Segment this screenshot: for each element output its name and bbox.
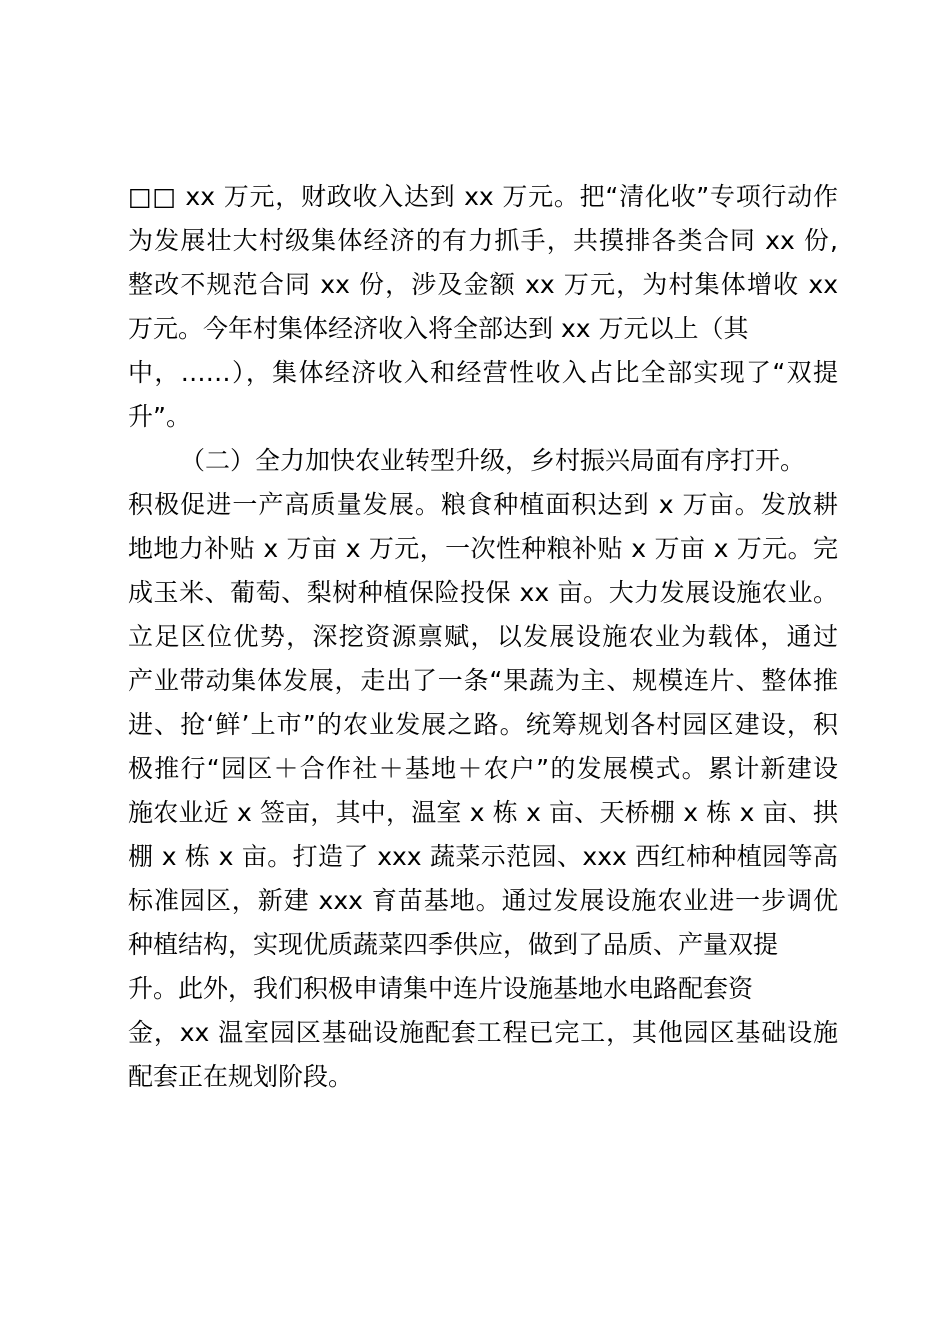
paragraph-2 bbox=[128, 439, 838, 1099]
text-line: 种植结构，实现优质蔬菜四季供应，做到了品质、产量双提 bbox=[128, 930, 779, 959]
text-line: 升。此外，我们积极申请集中连片设施基地水电路配套资 bbox=[128, 974, 754, 1003]
text-line: 配套正在规划阶段。 bbox=[128, 1062, 354, 1091]
text-line: 极推行“园区＋合作社＋基地＋农户”的发展模式。累计新建设 bbox=[128, 754, 838, 783]
text-line: 立足区位优势，深挖资源禀赋，以发展设施农业为载体，通过 bbox=[128, 622, 838, 651]
document-body bbox=[128, 175, 838, 1099]
text-line: 棚 x 栋 x 亩。打造了 xxx 蔬菜示范园、xxx 西红柿种植园等高 bbox=[128, 842, 838, 871]
text-line: 积极促进一产高质量发展。粮食种植面积达到 x 万亩。发放耕 bbox=[128, 490, 838, 519]
text-line: 施农业近 x 签亩，其中，温室 x 栋 x 亩、天桥棚 x 栋 x 亩、拱 bbox=[128, 798, 838, 827]
text-line: 标准园区，新建 xxx 育苗基地。通过发展设施农业进一步调优 bbox=[128, 886, 838, 915]
text-line: 进、抢‘鲜’上市”的农业发展之路。统筹规划各村园区建设，积 bbox=[128, 710, 838, 739]
text-line: 产业带动集体发展，走出了一条“果蔬为主、规模连片、整体推 bbox=[128, 666, 838, 695]
paragraph-1 bbox=[128, 175, 838, 439]
text-line: 升”。 bbox=[128, 402, 191, 431]
text-line: 金，xx 温室园区基础设施配套工程已完工，其他园区基础设施 bbox=[128, 1018, 838, 1047]
section-heading: （二）全力加快农业转型升级，乡村振兴局面有序打开。 bbox=[180, 446, 806, 475]
text-line: □□ xx 万元，财政收入达到 xx 万元。把“清化收”专项行动作 bbox=[128, 182, 838, 211]
text-line: 成玉米、葡萄、梨树种植保险投保 xx 亩。大力发展设施农业。 bbox=[128, 578, 838, 607]
text-line: 为发展壮大村级集体经济的有力抓手，共摸排各类合同 xx 份, bbox=[128, 226, 838, 255]
text-line: 地地力补贴 x 万亩 x 万元，一次性种粮补贴 x 万亩 x 万元。完 bbox=[128, 534, 838, 563]
text-line: 中，……），集体经济收入和经营性收入占比全部实现了“双提 bbox=[128, 358, 838, 387]
text-line: 整改不规范合同 xx 份，涉及金额 xx 万元，为村集体增收 xx bbox=[128, 270, 838, 299]
text-line: 万元。今年村集体经济收入将全部达到 xx 万元以上（其 bbox=[128, 314, 749, 343]
